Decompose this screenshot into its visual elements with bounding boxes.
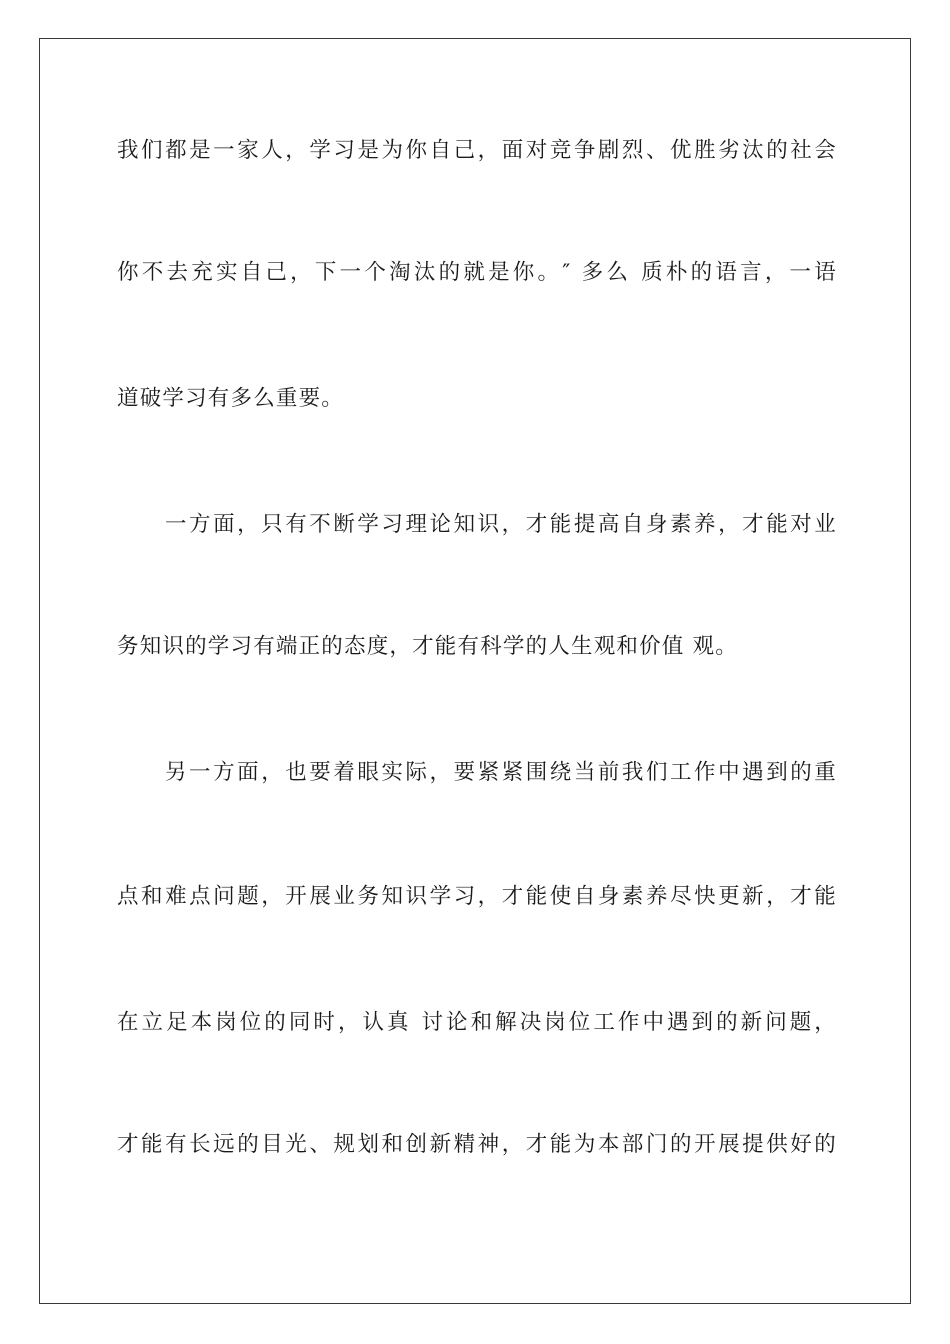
paragraph-line: 在立足本岗位的同时，认真 讨论和解决岗位工作中遇到的新问题， [117, 1010, 837, 1035]
paragraph-line: 另一方面，也要着眼实际，要紧紧围绕当前我们工作中遇到的重 [165, 760, 837, 785]
paragraph-line: 我们都是一家人，学习是为你自己，面对竞争剧烈、优胜劣汰的社会 [117, 138, 837, 163]
page-border [39, 38, 911, 1304]
paragraph-line: 务知识的学习有端正的态度，才能有科学的人生观和价值 观。 [117, 634, 738, 659]
paragraph-line: 一方面，只有不断学习理论知识，才能提高自身素养，才能对业 [165, 512, 837, 537]
paragraph-line: 你不去充实自己，下一个淘汰的就是你。″ 多么 质朴的语言，一语 [117, 260, 837, 285]
paragraph-line: 道破学习有多么重要。 [117, 386, 345, 411]
paragraph-line: 点和难点问题，开展业务知识学习，才能使自身素养尽快更新，才能 [117, 884, 837, 909]
paragraph-line: 才能有长远的目光、规划和创新精神，才能为本部门的开展提供好的 [117, 1132, 837, 1157]
